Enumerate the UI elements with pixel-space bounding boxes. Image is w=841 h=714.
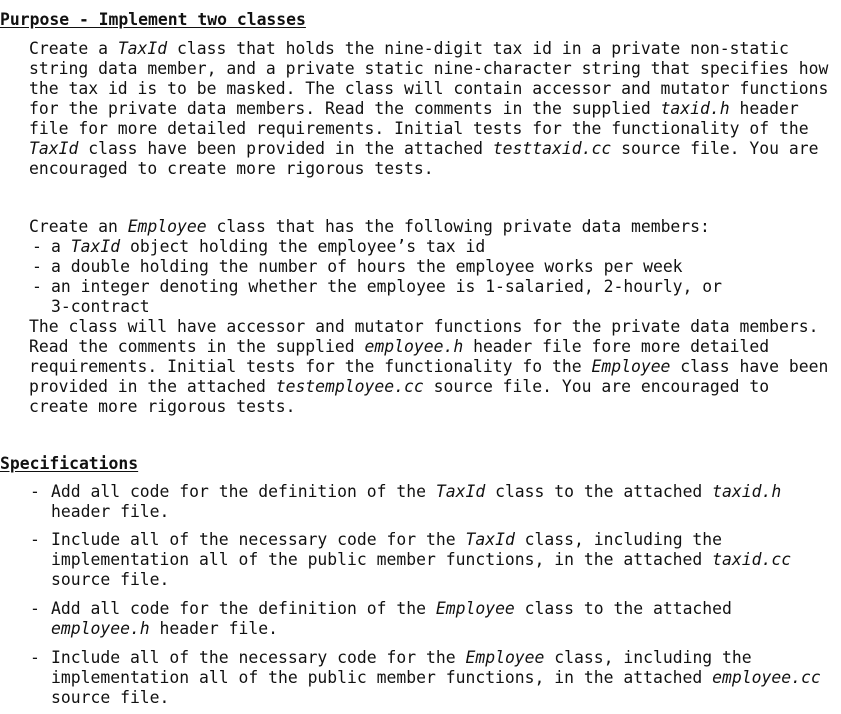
list-item: - an integer denoting whether the employee is 1-salaried, 2-hourly, or 3-contract	[32, 277, 723, 316]
list-item: - Add all code for the definition of the TaxId class to the attached taxid.h header file.	[30, 482, 782, 521]
paragraph-line: provided in the attached testemployee.cc source file. You are encouraged to	[29, 377, 770, 396]
purpose-heading: Purpose - Implement two classes	[0, 10, 306, 29]
paragraph-line: TaxId class have been provided in the attached testtaxid.cc source file. You are	[29, 139, 819, 158]
paragraph-line: string data member, and a private static nine-character string that specifies how	[29, 59, 829, 78]
dash-bullet: -	[32, 257, 42, 276]
list-item: - a double holding the number of hours the employee works per week	[32, 257, 683, 276]
dash-bullet: -	[30, 599, 40, 618]
list-item: - Include all of the necessary code for the TaxId class, including the implementation all of the public member functions, in the attached taxid.cc source file.	[30, 530, 792, 589]
dash-bullet: -	[32, 277, 42, 296]
paragraph-line: file for more detailed requirements. Initial tests for the functionality of the	[29, 119, 809, 138]
taxid-paragraph	[29, 39, 841, 179]
dash-bullet: -	[30, 482, 40, 501]
employee-intro: Create an Employee class that has the following private data members:	[29, 217, 710, 236]
paragraph-line: Read the comments in the supplied employee.h header file fore more detailed	[29, 337, 770, 356]
dash-bullet: -	[32, 237, 42, 256]
list-item: - Add all code for the definition of the Employee class to the attached employee.h header file.	[30, 599, 732, 638]
paragraph-line: The class will have accessor and mutator functions for the private data members.	[29, 317, 819, 336]
paragraph-line: requirements. Initial tests for the functionality fo the Employee class have been	[29, 357, 829, 376]
dash-bullet: -	[30, 648, 40, 667]
paragraph-line: encouraged to create more rigorous tests.	[29, 159, 434, 178]
list-item: - a TaxId object holding the employee’s tax id	[32, 237, 486, 256]
specifications-list	[0, 482, 841, 708]
paragraph-line: for the private data members. Read the comments in the supplied taxid.h header	[29, 99, 799, 118]
paragraph-line: Create a TaxId class that holds the nine-digit tax id in a private non-static	[29, 39, 789, 58]
specifications-heading: Specifications	[0, 454, 139, 473]
list-item: - Include all of the necessary code for the Employee class, including the implementation all of the public member functions, in the attached employee.cc source file.	[30, 648, 821, 707]
employee-members-list	[0, 237, 841, 317]
paragraph-line: create more rigorous tests.	[29, 397, 296, 416]
employee-paragraph	[29, 217, 841, 417]
paragraph-line: the tax id is to be masked. The class will contain accessor and mutator functions	[29, 79, 829, 98]
dash-bullet: -	[30, 530, 40, 549]
